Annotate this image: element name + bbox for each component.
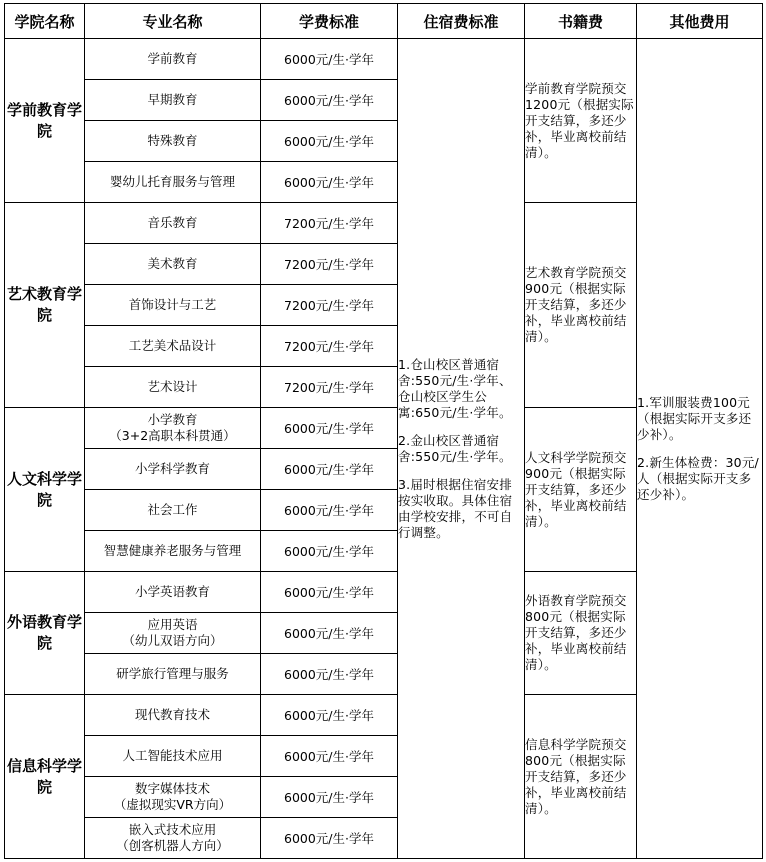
major-cell [85, 818, 261, 859]
other-fee-cell [637, 39, 763, 859]
tuition-value: 6000元/生·学年 [261, 613, 398, 654]
major-cell [85, 654, 261, 695]
lodging-item: 2.金山校区普通宿舍:550元/生·学年。 [398, 432, 512, 464]
header-row [5, 4, 763, 39]
header-other: 其他费用 [637, 4, 763, 39]
header-lodging: 住宿费标准 [398, 4, 525, 39]
major-direction: （幼儿双语方向） [122, 633, 223, 648]
major-direction: （3+2高职本科贯通） [109, 428, 236, 443]
major-cell [85, 244, 261, 285]
other-fee-item: 1.军训服装费100元（根据实际开支多还少补）。 [637, 394, 752, 442]
tuition-value: 6000元/生·学年 [261, 531, 398, 572]
tuition-value: 6000元/生·学年 [261, 39, 398, 80]
book-fee-cell: 外语教育学院预交800元（根据实际开支结算，多还少补，毕业离校前结清）。 [525, 572, 637, 695]
major-cell [85, 613, 261, 654]
major-name: 音乐教育 [147, 215, 198, 230]
major-cell [85, 572, 261, 613]
college-name: 信息科学学院 [5, 695, 85, 859]
tuition-value: 6000元/生·学年 [261, 449, 398, 490]
major-name: 学前教育 [147, 51, 198, 66]
major-name: 智慧健康养老服务与管理 [103, 543, 242, 558]
major-cell [85, 162, 261, 203]
major-direction: （虚拟现实VR方向） [113, 797, 232, 812]
book-fee-cell: 学前教育学院预交1200元（根据实际开支结算，多还少补，毕业离校前结清）。 [525, 39, 637, 203]
college-name: 外语教育学院 [5, 572, 85, 695]
major-cell [85, 285, 261, 326]
major-direction: （创客机器人方向） [116, 838, 229, 853]
major-name: 早期教育 [147, 92, 198, 107]
major-cell [85, 326, 261, 367]
tuition-value: 6000元/生·学年 [261, 162, 398, 203]
major-cell [85, 121, 261, 162]
major-name: 小学科学教育 [134, 461, 210, 476]
major-cell [85, 39, 261, 80]
major-name: 现代教育技术 [134, 707, 210, 722]
lodging-item: 3.届时根据住宿安排按实收取。具体住宿由学校安排，不可自行调整。 [398, 476, 513, 540]
book-fee-cell: 信息科学学院预交800元（根据实际开支结算，多还少补，毕业离校前结清）。 [525, 695, 637, 859]
fee-table [4, 3, 763, 859]
major-name: 小学英语教育 [134, 584, 210, 599]
lodging-item: 1.仓山校区普通宿舍:550元/生·学年、 仓山校区学生公寓:650元/生·学年。 [398, 356, 512, 420]
tuition-value: 6000元/生·学年 [261, 777, 398, 818]
major-name: 婴幼儿托育服务与管理 [109, 174, 235, 189]
major-name: 工艺美术品设计 [128, 338, 217, 353]
header-college: 学院名称 [5, 4, 85, 39]
tuition-value: 7200元/生·学年 [261, 203, 398, 244]
major-name: 应用英语 [147, 617, 198, 632]
major-cell [85, 531, 261, 572]
major-name: 特殊教育 [147, 133, 198, 148]
college-name: 艺术教育学院 [5, 203, 85, 408]
major-cell [85, 367, 261, 408]
table-row [5, 39, 763, 80]
tuition-value: 7200元/生·学年 [261, 244, 398, 285]
major-cell [85, 203, 261, 244]
header-tuition: 学费标准 [261, 4, 398, 39]
major-name: 嵌入式技术应用 [128, 822, 217, 837]
header-books: 书籍费 [525, 4, 637, 39]
tuition-value: 7200元/生·学年 [261, 285, 398, 326]
tuition-value: 6000元/生·学年 [261, 818, 398, 859]
major-cell [85, 736, 261, 777]
tuition-value: 6000元/生·学年 [261, 654, 398, 695]
major-cell [85, 408, 261, 449]
fee-table-body [5, 39, 763, 859]
tuition-value: 6000元/生·学年 [261, 695, 398, 736]
tuition-value: 6000元/生·学年 [261, 121, 398, 162]
lodging-fee-cell [398, 39, 525, 859]
major-cell [85, 777, 261, 818]
major-cell [85, 695, 261, 736]
college-name: 人文科学学院 [5, 408, 85, 572]
major-name: 小学教育 [147, 412, 198, 427]
major-name: 社会工作 [147, 502, 198, 517]
major-cell [85, 490, 261, 531]
college-name: 学前教育学院 [5, 39, 85, 203]
major-cell [85, 449, 261, 490]
major-cell [85, 80, 261, 121]
major-name: 研学旅行管理与服务 [116, 666, 229, 681]
tuition-value: 7200元/生·学年 [261, 367, 398, 408]
tuition-value: 6000元/生·学年 [261, 408, 398, 449]
tuition-value: 6000元/生·学年 [261, 736, 398, 777]
tuition-value: 6000元/生·学年 [261, 490, 398, 531]
major-name: 艺术设计 [147, 379, 198, 394]
book-fee-cell: 人文科学学院预交900元（根据实际开支结算，多还少补，毕业离校前结清）。 [525, 408, 637, 572]
tuition-value: 6000元/生·学年 [261, 80, 398, 121]
major-name: 美术教育 [147, 256, 198, 271]
major-name: 人工智能技术应用 [122, 748, 223, 763]
major-name: 首饰设计与工艺 [128, 297, 217, 312]
header-major: 专业名称 [85, 4, 261, 39]
tuition-value: 6000元/生·学年 [261, 572, 398, 613]
book-fee-cell: 艺术教育学院预交900元（根据实际开支结算，多还少补，毕业离校前结清）。 [525, 203, 637, 408]
tuition-value: 7200元/生·学年 [261, 326, 398, 367]
other-fee-item: 2.新生体检费：30元/人（根据实际开支多还少补）。 [637, 454, 759, 502]
major-name: 数字媒体技术 [134, 781, 210, 796]
